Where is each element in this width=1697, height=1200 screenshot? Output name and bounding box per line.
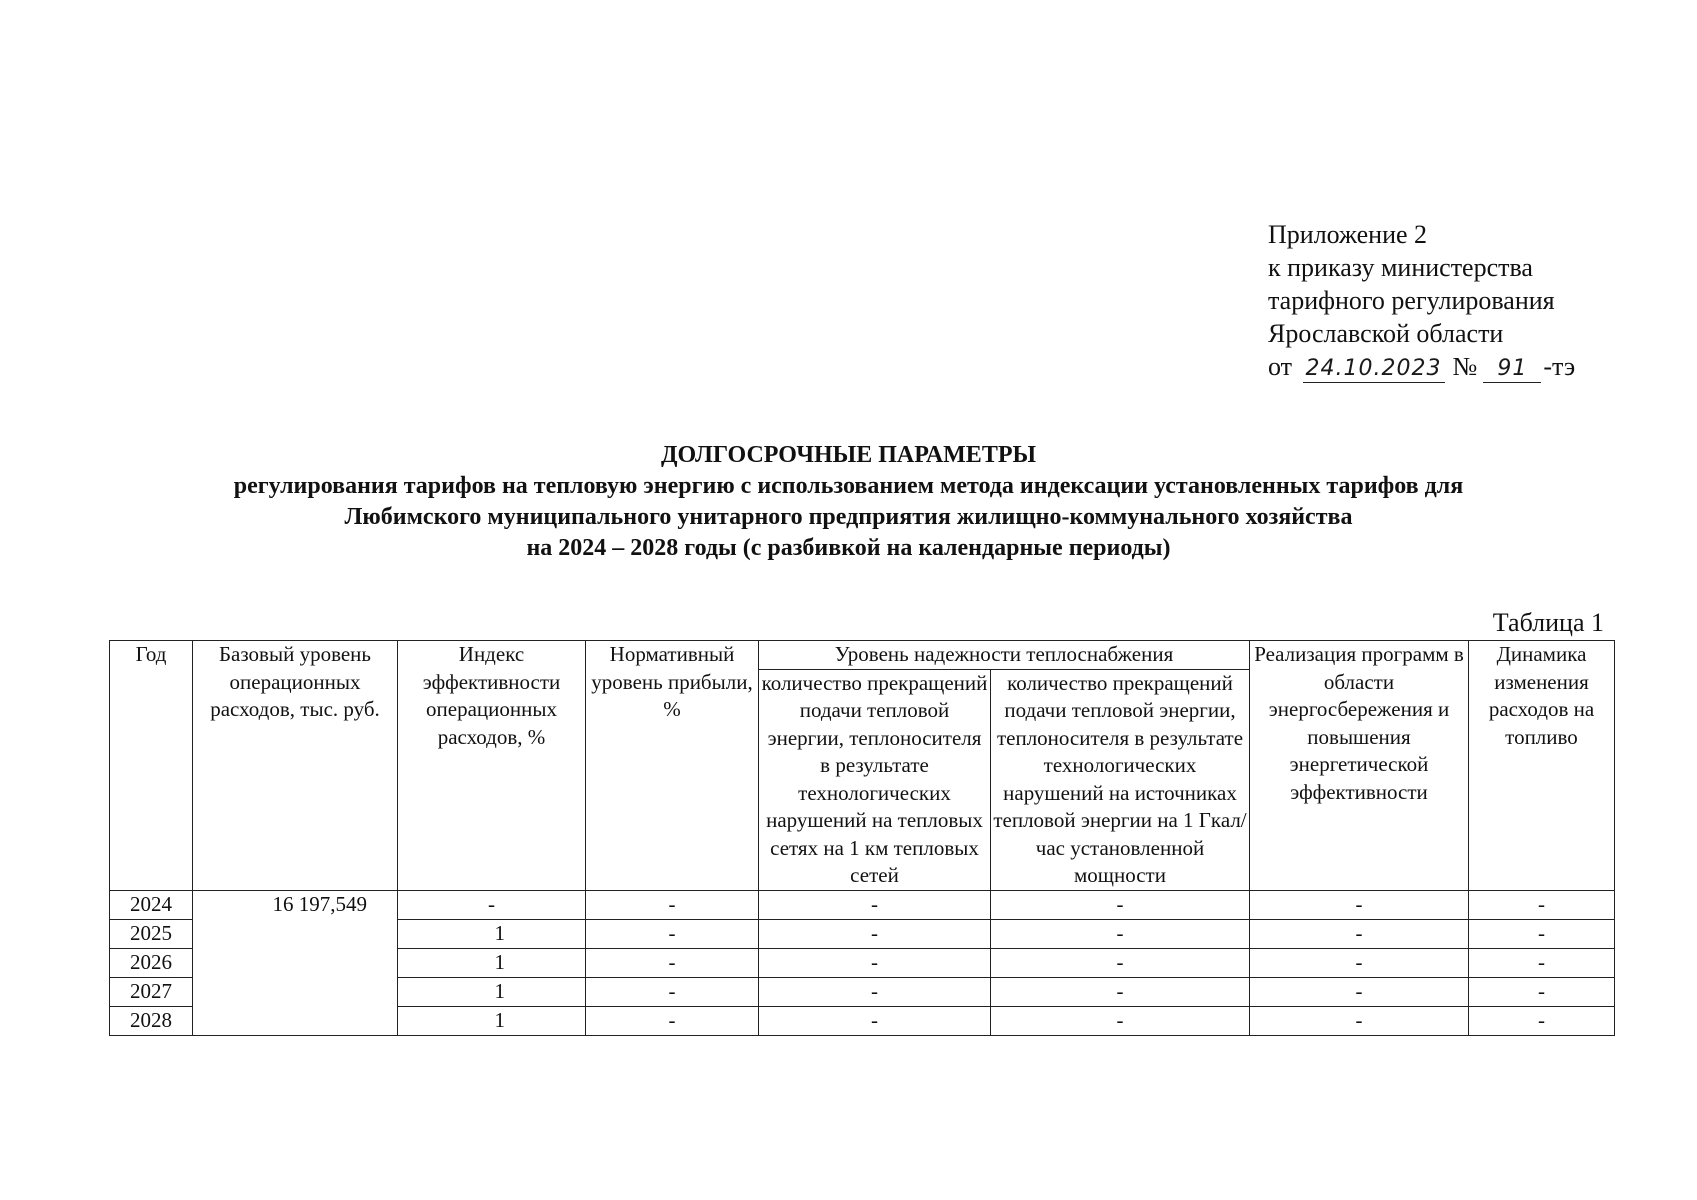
reliability-networks-cell: - [759, 919, 991, 948]
title-subtitle-2: Любимского муниципального унитарного предприятия жилищно-коммунального хозяйства [344, 504, 1353, 530]
reliability-sources-cell: - [991, 890, 1250, 919]
handwritten-number: 91 [1483, 356, 1541, 383]
title-subtitle-3: на 2024 – 2028 годы (с разбивкой на календарные периоды) [526, 535, 1171, 561]
header-profit-level: Нормативный уровень прибыли, % [586, 641, 759, 891]
reliability-sources-cell: - [991, 948, 1250, 977]
profit-level-cell: - [586, 890, 759, 919]
efficiency-index-cell: 1 [398, 948, 586, 977]
energy-saving-cell: - [1250, 890, 1469, 919]
efficiency-index-cell: 1 [398, 1006, 586, 1035]
year-cell: 2025 [110, 919, 193, 948]
reliability-networks-cell: - [759, 890, 991, 919]
number-sign: № [1452, 352, 1478, 381]
appendix-date-line [1268, 350, 1575, 383]
reliability-networks-cell: - [759, 977, 991, 1006]
efficiency-index-cell: - [398, 890, 586, 919]
efficiency-index-cell: 1 [398, 977, 586, 1006]
reliability-networks-cell: - [759, 948, 991, 977]
header-reliability-group: Уровень надежности теплоснабжения [759, 641, 1250, 670]
number-suffix: -тэ [1543, 352, 1576, 381]
profit-level-cell: - [586, 977, 759, 1006]
year-cell: 2024 [110, 890, 193, 919]
energy-saving-cell: - [1250, 919, 1469, 948]
energy-saving-cell: - [1250, 1006, 1469, 1035]
profit-level-cell: - [586, 919, 759, 948]
from-label: от [1268, 352, 1293, 381]
header-fuel-dynamics: Динамика изменения расходов на топливо [1469, 641, 1615, 891]
fuel-dynamics-cell: - [1469, 977, 1615, 1006]
appendix-title: Приложение 2 [1268, 220, 1428, 249]
parameters-table [109, 640, 1615, 1036]
appendix-order-ref: к приказу министерства [1268, 253, 1533, 282]
handwritten-date: 24.10.2023 [1303, 356, 1445, 383]
appendix-ministry: тарифного регулирования [1268, 286, 1555, 315]
title-subtitle-1: регулирования тарифов на тепловую энергию с использованием метода индексации установленных тарифов для [233, 473, 1464, 499]
header-base-level: Базовый уровень операционных расходов, тыс. руб. [193, 641, 398, 891]
energy-saving-cell: - [1250, 977, 1469, 1006]
fuel-dynamics-cell: - [1469, 890, 1615, 919]
header-year: Год [110, 641, 193, 891]
table-row [110, 890, 1615, 919]
header-efficiency-index: Индекс эффективности операционных расходов, % [398, 641, 586, 891]
efficiency-index-cell: 1 [398, 919, 586, 948]
reliability-sources-cell: - [991, 1006, 1250, 1035]
fuel-dynamics-cell: - [1469, 948, 1615, 977]
year-cell: 2026 [110, 948, 193, 977]
reliability-sources-cell: - [991, 977, 1250, 1006]
year-cell: 2028 [110, 1006, 193, 1035]
table-label: Таблица 1 [1492, 608, 1604, 637]
header-reliability-networks: количество прекращений подачи тепловой энергии, теплоносителя в результате технологических нарушений на тепловых сетях на 1 км тепловых сетей [759, 669, 991, 890]
header-reliability-sources: количество прекращений подачи тепловой энергии, теплоносителя в результате технологических нарушений на источниках тепловой энергии на 1 Гкал/час установленной мощности [991, 669, 1250, 890]
energy-saving-cell: - [1250, 948, 1469, 977]
base-level-cell: 16 197,549 [193, 890, 398, 1035]
appendix-region: Ярославской области [1268, 319, 1504, 348]
title-heading: ДОЛГОСРОЧНЫЕ ПАРАМЕТРЫ [660, 442, 1037, 468]
fuel-dynamics-cell: - [1469, 1006, 1615, 1035]
profit-level-cell: - [586, 948, 759, 977]
document-title [0, 440, 1697, 564]
fuel-dynamics-cell: - [1469, 919, 1615, 948]
profit-level-cell: - [586, 1006, 759, 1035]
header-energy-saving: Реализация программ в области энергосбережения и повышения энергетической эффективности [1250, 641, 1469, 891]
year-cell: 2027 [110, 977, 193, 1006]
reliability-networks-cell: - [759, 1006, 991, 1035]
appendix-block [1268, 218, 1575, 383]
reliability-sources-cell: - [991, 919, 1250, 948]
